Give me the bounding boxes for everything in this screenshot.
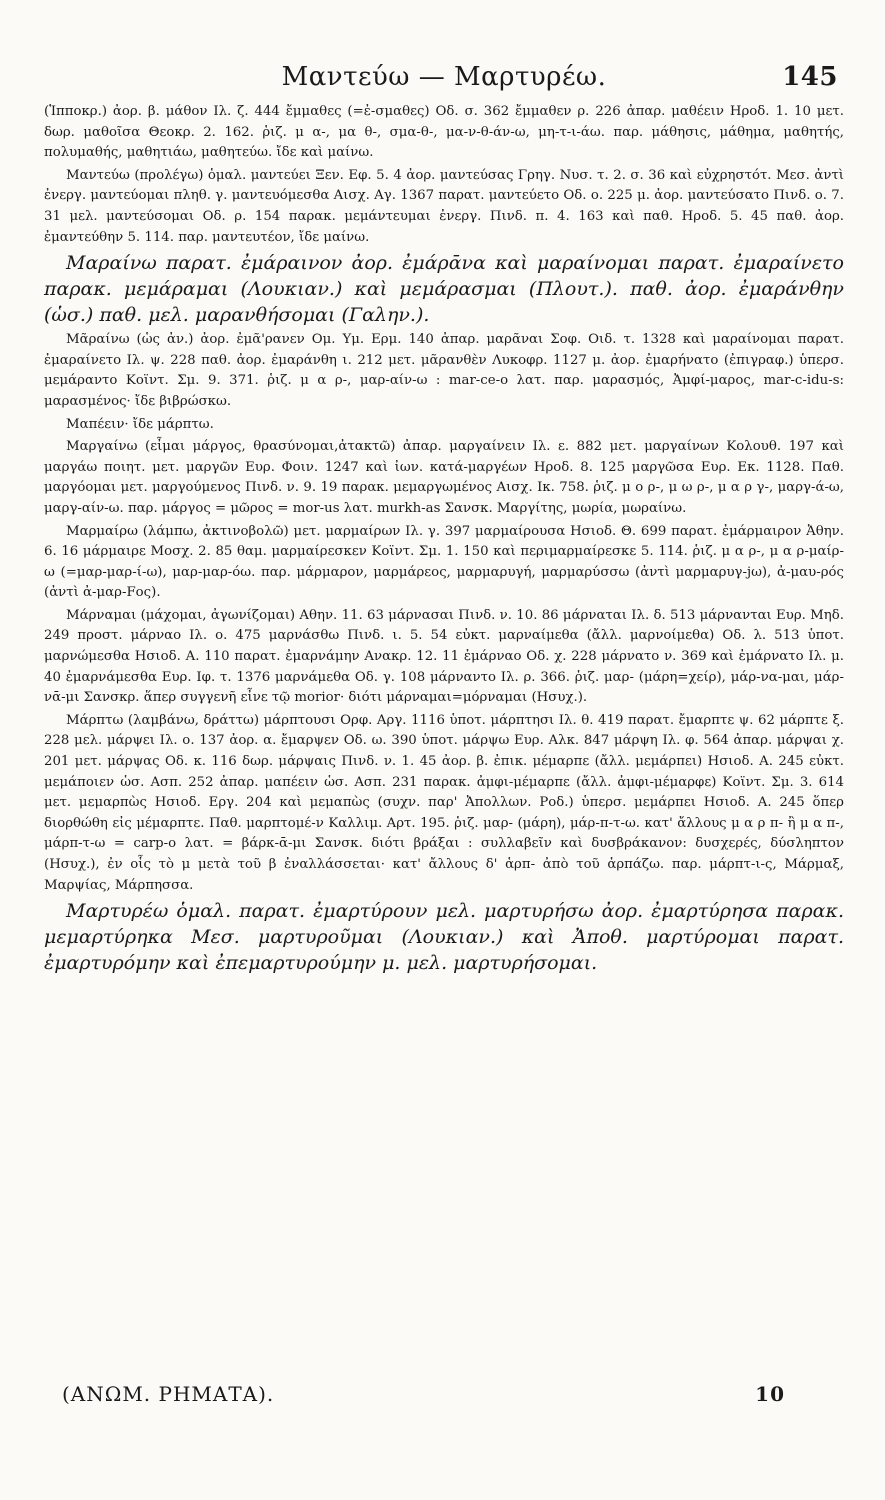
entry-paragraph: Μάρναμαι (μάχομαι, ἀγωνίζομαι) Αθην. 11. 63 μάρνασαι Πινδ. ν. 10. 86 μάρναται Ιλ. δ. 513 μάρνανται Ευρ. Μηδ. 249 προστ. μάρναο Ιλ. ο. 475 μαρνάσθω Πινδ. ι. 5. 54 εὐκτ. μαρναίμεθα (ἄλλ. μαρνοίμεθα) Οδ. λ. 513 ὑποτ. μαρνώμεσθα Ησιοδ. Α. 110 παρατ. ἐμαρνάμην Ανακρ. 12. 11 ἐμάρναο Οδ. χ. 228 μάρνατο ν. 369 καὶ ἐμάρνατο Ιλ. μ. 40 ἐμαρνάμεσθα Ευρ. Ιφ. τ. 1376 μαρνάμεθα Οδ. γ. 108 μάρναντο Ιλ. ρ. 366. ῥιζ. μαρ- (μάρη=χείρ), μάρ-να-μαι, μάρ-νᾱ-μι Σανσκρ. ἅπερ συγγενῆ εἶνε τῷ morior· διότι μάρναμαι=μόρναμαι (Ησυχ.). bbox=[44, 607, 844, 706]
running-header bbox=[44, 62, 844, 102]
entry-paragraph: Μαντεύω (προλέγω) ὁμαλ. μαντεύει Ξεν. Εφ. 5. 4 ἀορ. μαντεύσας Γρηγ. Νυσ. τ. 2. σ. 36 καὶ εὐχρηστότ. Μεσ. ἀντὶ ἐνεργ. μαντεύομαι πληθ. γ. μαντευόμεσθα Αισχ. Αγ. 1367 παρατ. μαντεύετο Οδ. ο. 225 μ. ἀορ. μαντεύσατο Πινδ. ο. 7. 31 μελ. μαντεύσομαι Οδ. ρ. 154 παρακ. μεμάντευμαι ἐνεργ. Πινδ. π. 4. 163 καὶ παθ. Ηροδ. 5. 45 παθ. ἀορ. ἐμαντεύθην 5. 114. παρ. μαντευτέον, ἴδε μαίνω. bbox=[44, 167, 844, 245]
page-number: 145 bbox=[782, 62, 838, 92]
running-title: Μαντεύω — Μαρτυρέω. bbox=[281, 62, 607, 92]
entry-paragraph: Μαραίνω παρατ. ἐμάραινον ἀορ. ἐμάρᾱνα καὶ μαραίνομαι παρατ. ἐμαραίνετο παρακ. μεμάραμαι (Λουκιαν.) καὶ μεμάρασμαι (Πλουτ.). παθ. ἀορ. ἐμαράνθην (ὡσ.) παθ. μελ. μαρανθήσομαι (Γαλην.). bbox=[44, 252, 844, 327]
entry-paragraph: Μαρτυρέω ὁμαλ. παρατ. ἐμαρτύρουν μελ. μαρτυρήσω ἀορ. ἐμαρτύρησα παρακ. μεμαρτύρηκα Μεσ. μαρτυροῦμαι (Λουκιαν.) καὶ Ἀποθ. μαρτύρομαι παρατ. ἐμαρτυρόμην καὶ ἐπεμαρτυρούμην μ. μελ. μαρτυρήσομαι. bbox=[44, 900, 844, 975]
signature-number: 10 bbox=[755, 1382, 785, 1406]
entry-paragraph: (Ἱπποκρ.) ἀορ. β. μάθον Ιλ. ζ. 444 ἔμμαθες (=ἐ-σμαθες) Οδ. σ. 362 ἔμμαθεν ρ. 226 ἀπαρ. μαθέειν Ηροδ. 1. 10 μετ. δωρ. μαθοῖσα Θεοκρ. 2. 162. ῥιζ. μ α-, μα θ-, σμα-θ-, μα-ν-θ-άν-ω, μη-τ-ι-άω. παρ. μάθησις, μάθημα, μαθητής, πολυμαθής, μαθητιάω, μαθητεύω. ἴδε καὶ μαίνω. bbox=[44, 104, 844, 161]
entry-paragraph: Μᾶραίνω (ὡς ἀν.) ἀορ. ἐμᾶ'ρανεν Ομ. Υμ. Ερμ. 140 ἀπαρ. μαρᾶναι Σοφ. Οιδ. τ. 1328 καὶ μαραίνομαι παρατ. ἐμαραίνετο Ιλ. ψ. 228 παθ. ἀορ. ἐμαράνθη ι. 212 μετ. μᾶρανθὲν Λυκοφρ. 1127 μ. ἀορ. ἐμαρήνατο (ἐπιγραφ.) ὑπερσ. μεμάραντο Κοϊντ. Σμ. 9. 371. ῥιζ. μ α ρ-, μαρ-αίν-ω : mar-ce-o λατ. παρ. μαρασμός, Ἀμφί-μαρος, mar-c-idu-s: μαρασμένος· ἴδε βιβρώσκω. bbox=[44, 332, 844, 409]
printer-signature bbox=[62, 1382, 845, 1406]
entry-paragraph: Μάρπτω (λαμβάνω, δράττω) μάρπτουσι Ορφ. Αργ. 1116 ὑποτ. μάρπτησι Ιλ. θ. 419 παρατ. ἔμαρπτε ψ. 62 μάρπτε ξ. 228 μελ. μάρψει Ιλ. ο. 137 ἀορ. α. ἔμαρψεν Οδ. ω. 390 ὑποτ. μάρψω Ευρ. Αλκ. 847 μάρψη Ιλ. φ. 564 ἀπαρ. μάρψαι χ. 201 μετ. μάρψας Οδ. κ. 116 δωρ. μάρψαις Πινδ. ν. 1. 45 ἀορ. β. ἐπικ. μέμαρπε (ἄλλ. μεμάρπει) Ησιοδ. Α. 245 εὐκτ. μεμάποιεν ὡσ. Ασπ. 252 ἀπαρ. μαπέειν ὡσ. Ασπ. 231 παρακ. ἀμφι-μέμαρπε (ἄλλ. ἀμφι-μέμαρφε) Κοϊντ. Σμ. 3. 614 μετ. μεμαρπὼς Ησιοδ. Εργ. 204 καὶ μεμαπὼς (συχν. παρ' Ἀπολλων. Ροδ.) ὑπερσ. μεμάρπει Ησιοδ. Α. 245 ὅπερ διορθώθη εἰς μέμαρπτε. Παθ. μαρπτομέ-ν Καλλιμ. Αρτ. 195. ῥιζ. μαρ- (μάρη), μάρ-π-τ-ω. κατ' ἄλλους μ α ρ π- ἢ μ α π-, μάρπ-τ-ω = carp-o λατ. = βάρκ-ᾱ-μι Σανσκ. διότι βράξαι : συλλαβεῖν καὶ δυσβράκανον: δυσχερές, δύσληπτον (Ησυχ.), ἐν οἷς τὸ μ μετὰ τοῦ β ἐναλλάσσεται· κατ' ἄλλους δ' ἁρπ- ἀπὸ τοῦ ἁρπάζω. παρ. μάρπτ-ι-ς, Μάρμαξ, Μαρψίας, Μάρπησσα. bbox=[44, 712, 844, 893]
entry-paragraph: Μαργαίνω (εἶμαι μάργος, θρασύνομαι,ἀτακτῶ) ἀπαρ. μαργαίνειν Ιλ. ε. 882 μετ. μαργαίνων Κολουθ. 197 καὶ μαργάω ποιητ. μετ. μαργῶν Ευρ. Φοιν. 1247 καὶ ἰων. κατά-μαργέων Ηροδ. 8. 125 μαργῶσα Ευρ. Εκ. 1128. Παθ. μαργόομαι μετ. μαργούμενος Πινδ. ν. 9. 19 παρακ. μεμαργωμένος Αισχ. Ικ. 758. ῥιζ. μ ο ρ-, μ ω ρ-, μ α ρ γ-, μαργ-ά-ω, μαργ-αίν-ω. παρ. μάργος = μῶρος = mor-us λατ. murkh-as Σανσκ. Μαργίτης, μωρία, μωραίνω. bbox=[44, 439, 844, 516]
entry-paragraph: Μαπέειν· ἴδε μάρπτω. bbox=[66, 416, 214, 432]
page bbox=[44, 62, 844, 978]
entry-paragraph: Μαρμαίρω (λάμπω, ἀκτινοβολῶ) μετ. μαρμαίρων Ιλ. γ. 397 μαρμαίρουσα Ησιοδ. Θ. 699 παρατ. ἐμάρμαιρον Ἀθην. 6. 16 μάρμαιρε Μοσχ. 2. 85 θαμ. μαρμαίρεσκεν Κοϊντ. Σμ. 1. 150 καὶ περιμαρμαίρεσκε 5. 114. ῥιζ. μ α ρ-, μ α ρ-μαίρ-ω (=μαρ-μαρ-ί-ω), μαρ-μαρ-όω. παρ. μάρμαρον, μαρμάρεος, μαρμαρυγή, μαρμαρύσσω (ἀντὶ μαρμαρυγ-jω), ἀ-μαυ-ρός (ἀντὶ ἀ-μαρ-Fος). bbox=[44, 523, 844, 601]
signature-label: (ΑΝΩΜ. ΡΗΜΑΤΑ). bbox=[62, 1382, 275, 1406]
